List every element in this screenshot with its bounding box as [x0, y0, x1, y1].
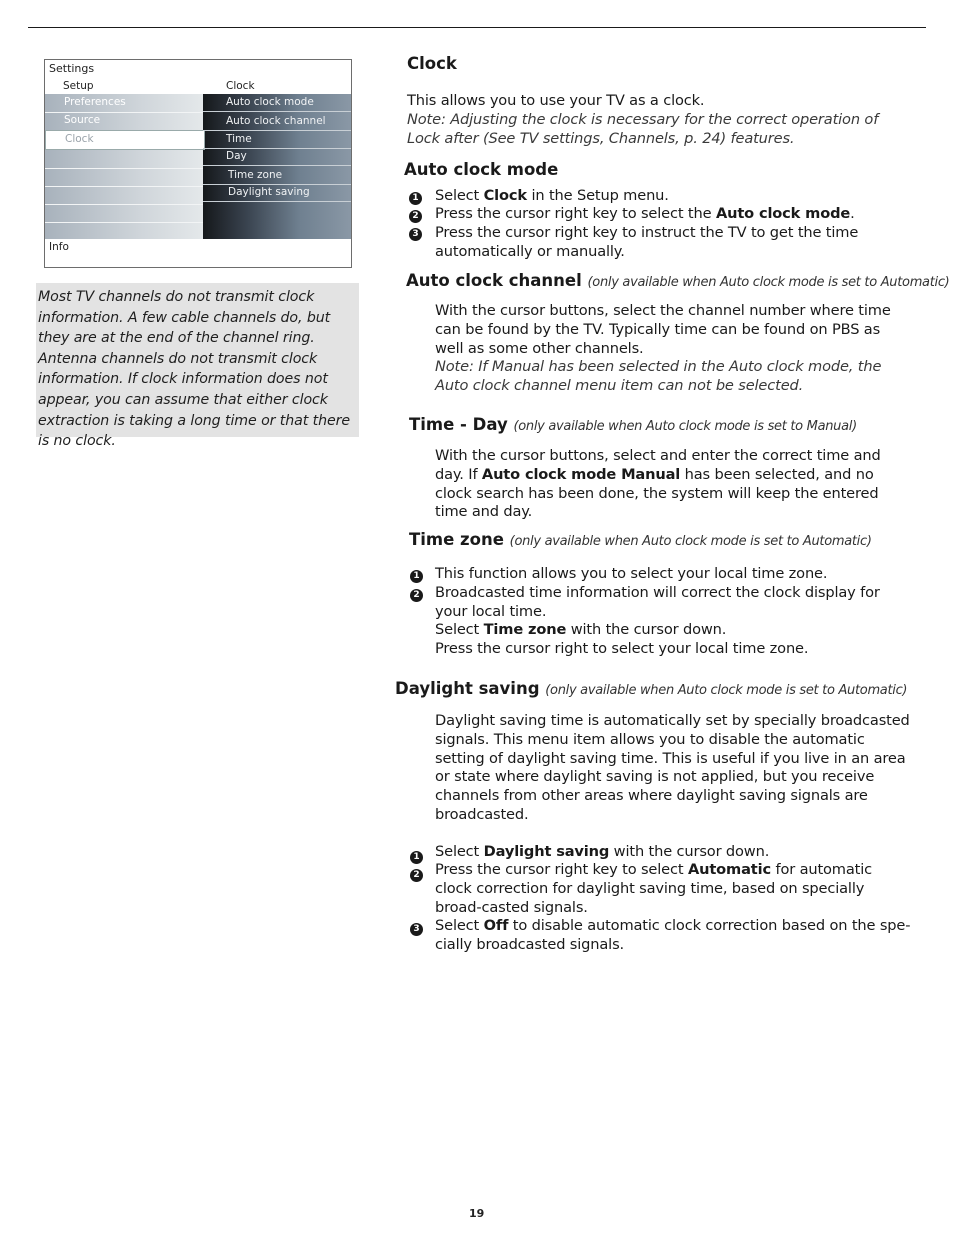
menu-empty-row — [45, 150, 203, 169]
time-zone-step-3: Select Time zone with the cursor down. — [435, 621, 727, 638]
menu-empty-row — [45, 204, 203, 223]
menu-left-header: Setup — [63, 80, 94, 92]
top-rule — [28, 27, 926, 28]
step-number-icon: 3 — [409, 228, 422, 241]
daylight-saving-step-1: Select Daylight saving with the cursor down. — [435, 843, 770, 860]
menu-info: Info — [49, 241, 69, 253]
menu-subitem-day: Day — [203, 148, 351, 166]
auto-clock-mode-step-1: Select Clock in the Setup menu. — [435, 187, 669, 204]
daylight-saving-step-2: Press the cursor right key to select Automatic for automatic clock correction for daylight saving time, based on specially broad-casted signals. — [435, 861, 873, 916]
auto-clock-mode-step-2: Press the cursor right key to select the Auto clock mode. — [435, 205, 855, 222]
step-number-icon: 2 — [409, 210, 422, 223]
menu-title: Settings — [49, 62, 95, 75]
daylight-saving-heading: Daylight saving (only available when Auto clock mode is set to Automatic) — [395, 679, 908, 698]
menu-subitem-daylight-saving: Daylight saving — [203, 184, 351, 202]
step-number-icon: 2 — [410, 869, 423, 882]
step-number-icon: 1 — [410, 851, 423, 864]
step-number-icon: 1 — [410, 570, 423, 583]
menu-subitem-time-zone: Time zone — [203, 167, 351, 185]
daylight-saving-step-3: Select Off to disable automatic clock correction based on the spe-cially broadcasted signals. — [435, 917, 911, 953]
menu-item-source: Source — [45, 112, 203, 131]
sidebar-note — [36, 283, 359, 450]
time-day-heading: Time - Day (only available when Auto clock mode is set to Manual) — [409, 415, 857, 434]
clock-note: Note: Adjusting the clock is necessary for the correct operation of Lock after (See TV settings, Channels, p. 24) features. — [407, 111, 879, 147]
settings-menu-screenshot — [44, 59, 352, 268]
step-number-icon: 3 — [410, 923, 423, 936]
time-zone-step-2: Broadcasted time information will correct the clock display for your local time. — [435, 584, 880, 620]
auto-clock-mode-step-3: Press the cursor right key to instruct the TV to get the time automatically or manually. — [435, 224, 859, 260]
menu-empty-row — [45, 186, 203, 205]
sidebar-note-text: Most TV channels do not transmit clock information. A few cable channels do, but they are at the end of the channel ring. Antenna channels do not transmit clock information. If clock information does not appear, you can assume that either clock extraction is taking a long time or that there is no clock. — [38, 289, 350, 450]
time-day-body: With the cursor buttons, select and enter the correct time and day. If Auto clock mode Manual has been selected, and no clock search has been done, the system will keep the entered time and day. — [435, 447, 881, 521]
menu-item-preferences: Preferences — [45, 94, 203, 113]
step-number-icon: 2 — [410, 589, 423, 602]
page-number: 19 — [469, 1207, 485, 1220]
time-zone-heading: Time zone (only available when Auto clock mode is set to Automatic) — [409, 530, 872, 549]
time-zone-step-4: Press the cursor right to select your local time zone. — [435, 640, 809, 657]
menu-item-clock-selected: Clock — [45, 130, 205, 150]
menu-subitem-auto-clock-mode: Auto clock mode — [203, 94, 351, 112]
menu-subitem-auto-clock-channel: Auto clock channel — [203, 113, 351, 131]
step-number-icon: 1 — [409, 192, 422, 205]
clock-intro: This allows you to use your TV as a clock. — [407, 92, 705, 109]
clock-heading: Clock — [407, 54, 457, 73]
daylight-saving-body: Daylight saving time is automatically set by specially broadcasted signals. This menu item allows you to disable the automatic setting of daylight saving time. This is useful if you live in an area or state where daylight saving is not applied, but you receive channels from other areas where daylight saving signals are broadcasted. — [435, 712, 910, 823]
auto-clock-channel-body: With the cursor buttons, select the channel number where time can be found by the TV. Typically time can be found on PBS as well as some other channels. — [435, 302, 891, 357]
menu-right-header: Clock — [226, 80, 255, 92]
time-zone-step-1: This function allows you to select your local time zone. — [435, 565, 828, 582]
menu-subitem-time: Time — [203, 131, 351, 149]
auto-clock-mode-heading: Auto clock mode — [404, 160, 559, 179]
auto-clock-channel-heading: Auto clock channel (only available when Auto clock mode is set to Automatic) — [406, 271, 950, 290]
menu-empty-row — [45, 168, 203, 187]
auto-clock-channel-note: Note: If Manual has been selected in the Auto clock mode, the Auto clock channel menu item can not be selected. — [435, 358, 882, 394]
